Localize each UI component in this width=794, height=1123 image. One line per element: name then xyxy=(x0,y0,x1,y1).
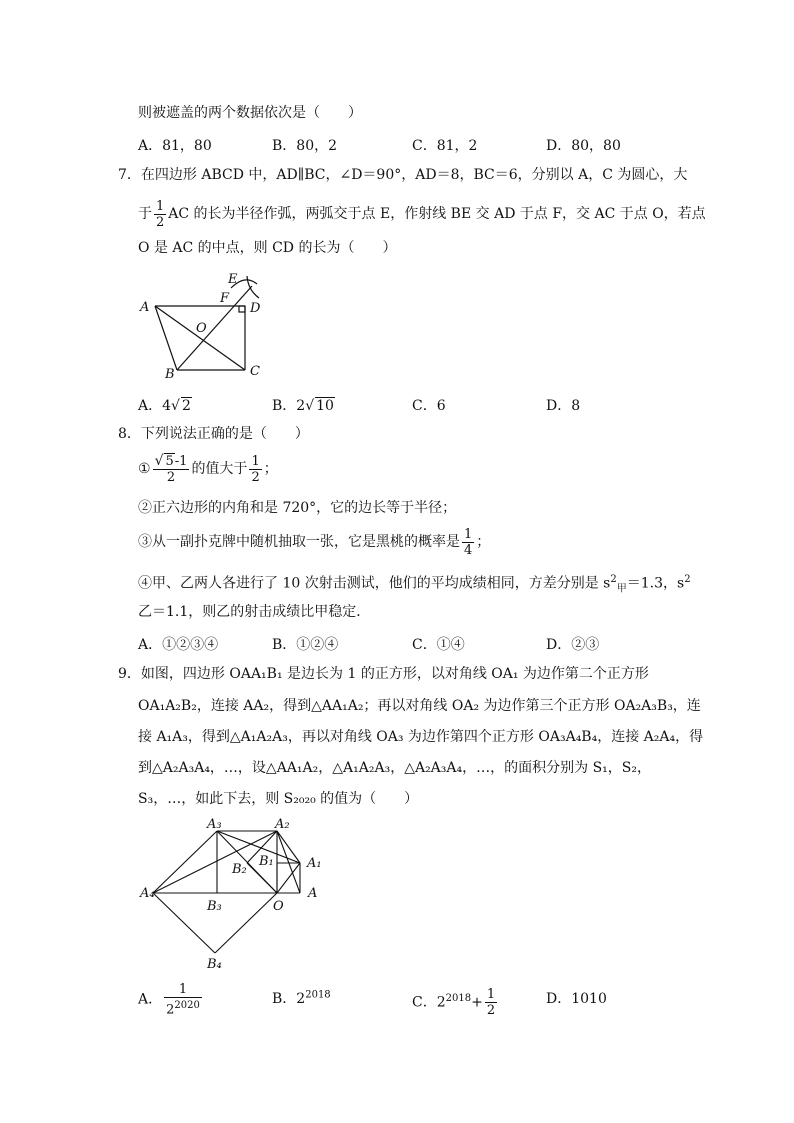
q7-label-d: D xyxy=(250,301,261,316)
q9-label-o: O xyxy=(273,899,284,914)
q7-label-e: E xyxy=(228,272,238,287)
q8-option-c[interactable]: C．①④ xyxy=(412,637,465,653)
q9-line5: S₃，…，如此下去，则 S₂₀₂₀ 的值为（ ） xyxy=(138,791,419,807)
q9-label-b2: B₂ xyxy=(232,862,247,877)
q7-option-c[interactable]: C．6 xyxy=(412,398,446,414)
q7-line2 xyxy=(138,198,706,230)
q9-label-a1: A₁ xyxy=(307,856,322,871)
q9-label-a3: A₃ xyxy=(207,817,222,832)
q9-option-d[interactable]: D．1010 xyxy=(546,991,607,1007)
q7-option-a[interactable]: A．4√ 2 xyxy=(138,398,191,414)
q7-label-f: F xyxy=(220,291,230,306)
q7-label-a: A xyxy=(140,300,150,315)
q6-option-a[interactable]: A．81，80 xyxy=(138,138,212,154)
q7-line1: 7．在四边形 ABCD 中，AD∥BC，∠D＝90°，AD＝8，BC＝6，分别以 A，C 为圆心，大 xyxy=(118,167,688,183)
q7-option-d[interactable]: D．8 xyxy=(546,398,581,414)
q8-statement-2: ②正六边形的内角和是 720°，它的边长等于半径； xyxy=(138,500,457,516)
q8-statement-4: ④甲、乙两人各进行了 10 次射击测试，他们的平均成绩相同，方差分别是 $s^2_甲=1.3$，$s^2$ xyxy=(138,574,691,595)
q9-label-b1: B₁ xyxy=(259,854,274,869)
q7-label-o: O xyxy=(196,321,207,336)
q9-figure xyxy=(135,815,345,975)
q7-label-b: B xyxy=(165,367,175,381)
q8-statement-4-cont: 乙＝1.1，则乙的射击成绩比甲稳定． xyxy=(138,604,371,620)
q7-label-c: C xyxy=(250,364,260,379)
q8-s3-fraction: $\frac{1}{4}$ xyxy=(464,526,473,558)
q9-line3: 接 A₁A₃，得到△A₁A₂A₃，再以对角线 OA₃ 为边作第四个正方形 OA₃A₄B₄，连接 A₂A₄，得 xyxy=(138,729,704,745)
q9-option-c[interactable]: C．$2^{2018}+$ $\frac{1}{2}$ xyxy=(412,987,496,1019)
q7-figure xyxy=(135,266,275,381)
q7-line2-pre: 于 xyxy=(138,206,152,222)
q8-s1-fraction: $\frac{√ 5-1}{2}$ xyxy=(154,453,188,485)
q8-line1: 8．下列说法正确的是（ ） xyxy=(118,426,309,442)
q9-option-b[interactable]: B．$2^{2018}$ xyxy=(272,989,331,1007)
q6-option-c[interactable]: C．81，2 xyxy=(412,138,478,154)
q9-label-b4: B₄ xyxy=(207,957,222,972)
q7-option-b[interactable]: B．2√ 10 xyxy=(272,398,334,414)
q6-tail: 则被遮盖的两个数据依次是（ ） xyxy=(138,105,362,121)
q9-label-b3: B₃ xyxy=(207,899,222,914)
q9-label-a: A xyxy=(308,886,318,901)
q8-s1-half: $\frac{1}{2}$ xyxy=(251,453,260,485)
q9-line1: 9．如图，四边形 OAA₁B₁ 是边长为 1 的正方形，以对角线 OA₁ 为边作第二个正方形 xyxy=(118,666,649,682)
q8-option-b[interactable]: B．①②④ xyxy=(272,637,339,653)
q7-half-fraction: $\frac{1}{2}$ xyxy=(156,198,165,230)
q8-statement-3: ③从一副扑克牌中随机抽取一张，它是黑桃的概率是 $\frac{1}{4}$ ； xyxy=(138,526,491,558)
q8-statement-1: ① $\frac{√ 5-1}{2}$ 的值大于 $\frac{1}{2}$ ； xyxy=(138,453,278,485)
q9-label-a4: A₄ xyxy=(140,886,155,901)
q8-option-d[interactable]: D．②③ xyxy=(546,637,600,653)
q7-line3: O 是 AC 的中点，则 CD 的长为（ ） xyxy=(138,240,397,256)
q7-line2-post: AC 的长为半径作弧，两弧交于点 E，作射线 BE 交 AD 于点 F，交 AC 于点 O，若点 xyxy=(168,206,706,222)
q8-option-a[interactable]: A．①②③④ xyxy=(138,637,219,653)
q9-line2: OA₁A₂B₂，连接 AA₂，得到△AA₁A₂；再以对角线 OA₂ 为边作第三个正方形 OA₂A₃B₃，连 xyxy=(138,698,701,714)
q9-line4: 到△A₂A₃A₄，…，设△AA₁A₂，△A₁A₂A₃，△A₂A₃A₄，…，的面积分别为 S₁，S₂， xyxy=(138,760,651,776)
q6-option-d[interactable]: D．80，80 xyxy=(546,138,621,154)
q9-option-a[interactable]: A． $\frac{1}{2^{2020}}$ xyxy=(138,982,200,1018)
q6-option-b[interactable]: B．80，2 xyxy=(272,138,338,154)
q9-label-a2: A₂ xyxy=(275,817,290,832)
